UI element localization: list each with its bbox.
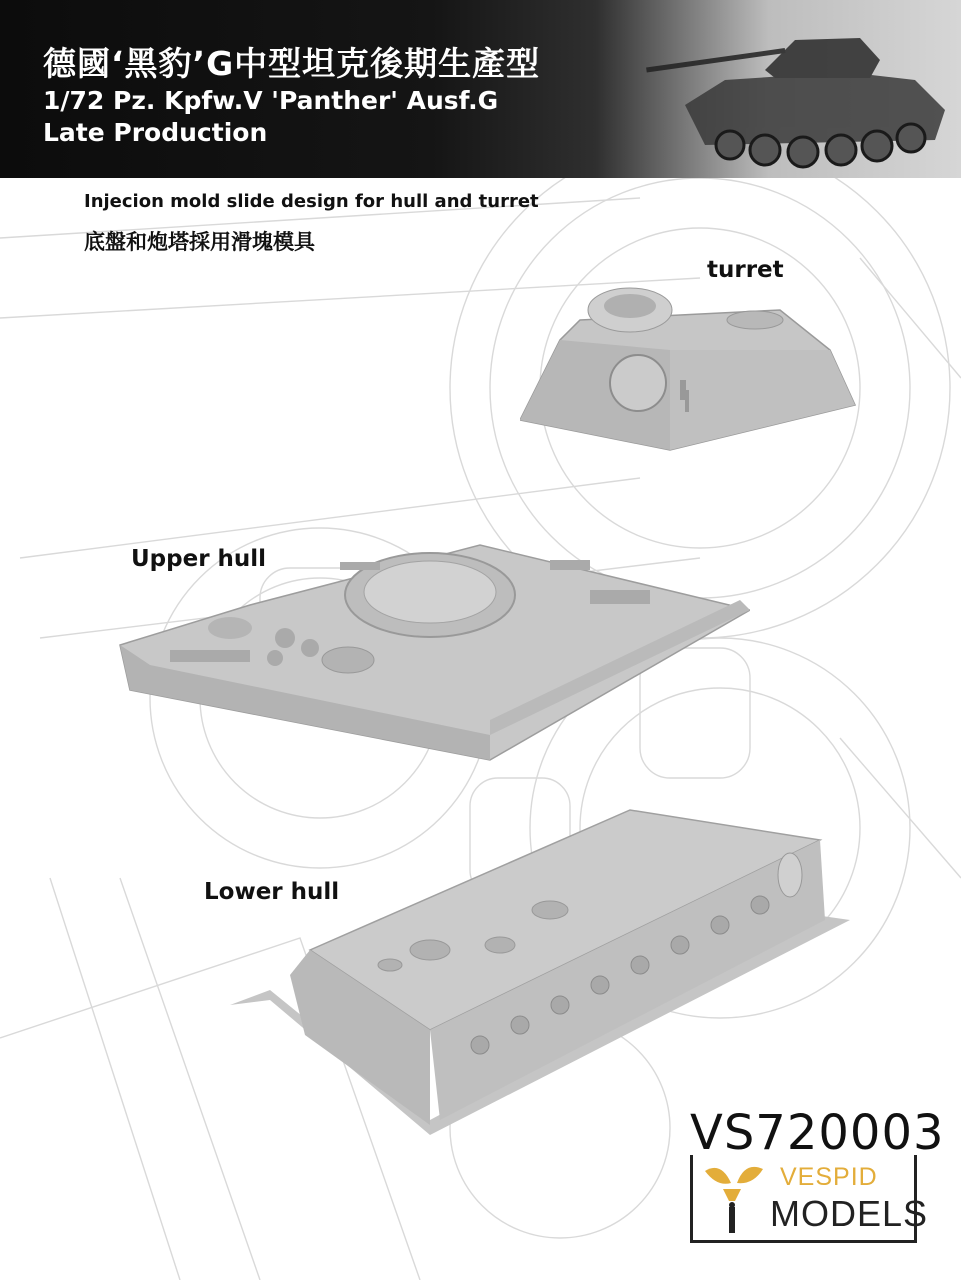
subtitle-chinese: 底盤和炮塔採用滑塊模具	[84, 230, 315, 254]
lower-hull-label: Lower hull	[204, 879, 340, 905]
header-banner	[0, 0, 961, 178]
brand-logo	[690, 1155, 929, 1243]
logo-vespid-text: VESPID	[780, 1163, 878, 1191]
subtitle-english: Injecion mold slide design for hull and turret	[84, 191, 539, 212]
logo-models-text: MODELS	[770, 1193, 929, 1234]
turret-label: turret	[707, 257, 784, 283]
upper-hull-label: Upper hull	[131, 546, 267, 572]
tank-photo	[645, 10, 961, 175]
wasp-icon	[701, 1161, 765, 1237]
product-code: VS720003	[690, 1105, 945, 1161]
title-chinese: 德國‘黑豹’G中型坦克後期生產型	[43, 44, 541, 83]
turret-model	[520, 280, 860, 460]
title-english-line2: Late Production	[43, 118, 268, 147]
upper-hull-model	[110, 530, 750, 770]
lower-hull-model	[230, 800, 850, 1140]
title-english: 1/72 Pz. Kpfw.V 'Panther' Ausf.G	[43, 86, 499, 115]
